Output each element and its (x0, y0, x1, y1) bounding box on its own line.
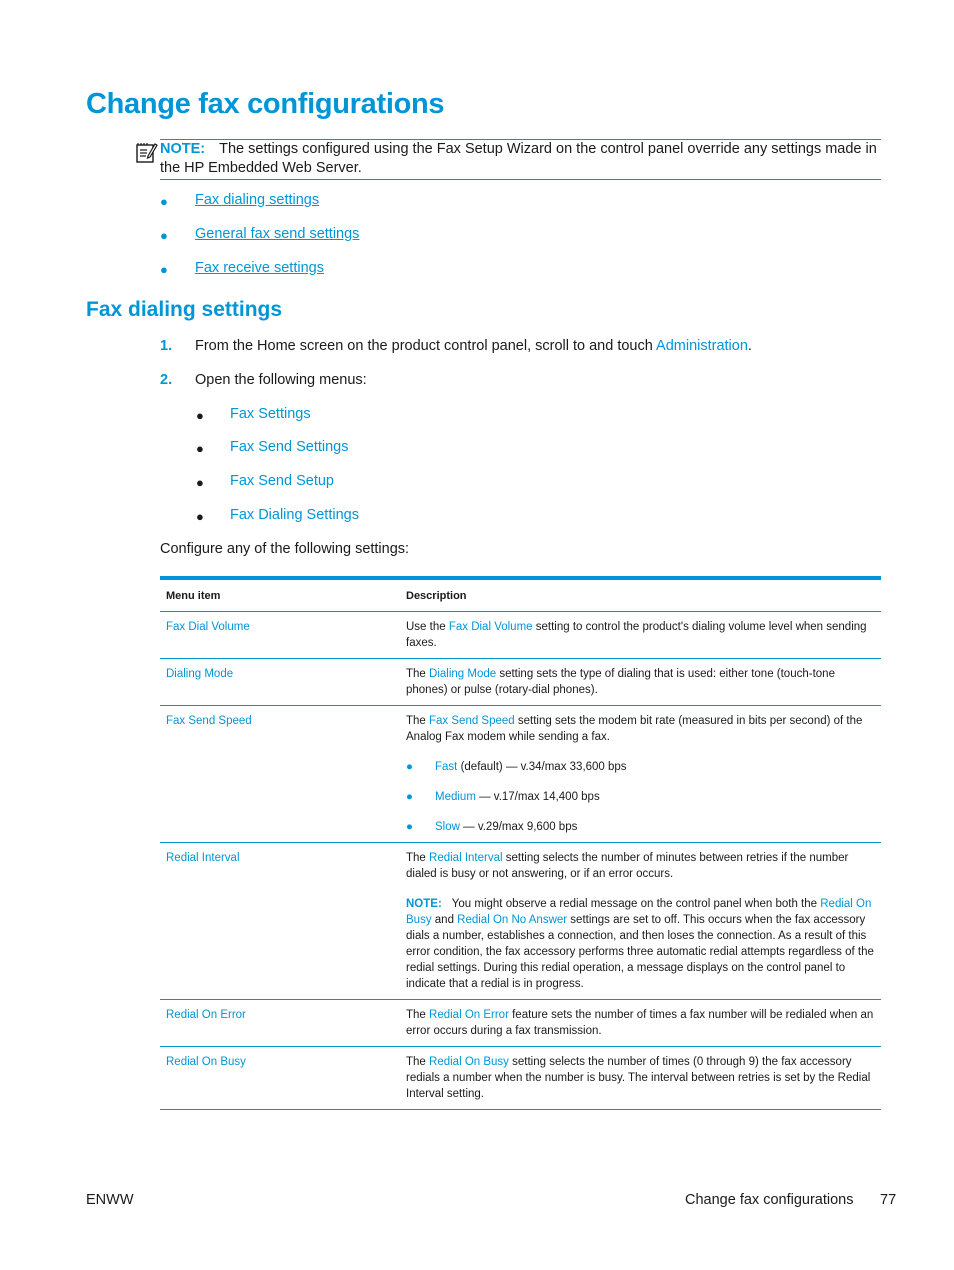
menu-item-cell[interactable]: Dialing Mode (160, 659, 400, 706)
bullet-icon: ● (406, 791, 413, 803)
table-row (160, 659, 881, 706)
menu-item-cell[interactable]: Redial On Busy (160, 1047, 400, 1110)
inline-link[interactable]: Redial On Busy (429, 1056, 509, 1068)
table-note (406, 896, 875, 992)
link-text[interactable]: Fax dialing settings (195, 192, 320, 208)
note (160, 140, 881, 178)
description-cell (400, 706, 881, 843)
table-row (160, 706, 881, 843)
list-item (406, 819, 875, 835)
inline-link[interactable]: Redial Interval (429, 852, 503, 864)
description-text: The (406, 668, 430, 680)
topic-link-dialing[interactable] (195, 192, 319, 208)
inline-link[interactable]: Fax Send Speed (429, 715, 515, 727)
inline-link[interactable]: Redial On No Answer (457, 914, 568, 926)
list-item (406, 759, 875, 775)
speed-options-list (406, 759, 875, 835)
table-row (160, 1000, 881, 1047)
description-cell (400, 612, 881, 659)
bullet-icon: ● (196, 475, 204, 490)
menu-fax-send-settings[interactable]: Fax Send Settings (230, 439, 349, 455)
description-cell (400, 659, 881, 706)
description-cell (400, 1000, 881, 1047)
table-row (160, 1047, 881, 1110)
description-cell (400, 843, 881, 1000)
description-cell (400, 1047, 881, 1110)
footer-section: Change fax configurations (685, 1192, 854, 1208)
note-text: and (431, 914, 458, 926)
page-number: 77 (880, 1192, 897, 1208)
settings-table (160, 576, 881, 1110)
inline-link[interactable]: Dialing Mode (429, 668, 497, 680)
option-text: — v.17/max 14,400 bps (475, 791, 600, 803)
menu-item-cell[interactable]: Redial On Error (160, 1000, 400, 1047)
list-item (406, 789, 875, 805)
table-row (160, 843, 881, 1000)
link-text[interactable]: General fax send settings (195, 226, 360, 242)
step-number: 1. (160, 338, 173, 354)
description-text: setting selects the number of times (0 through 9) the fax accessory redials a number when the number is busy. The interval between retries is set by the Redial Interval setting. (406, 1056, 871, 1100)
step-2: Open the following menus: (195, 372, 367, 388)
menu-item-cell[interactable]: Fax Send Speed (160, 706, 400, 843)
step-1 (195, 338, 752, 354)
step-text: . (747, 338, 752, 354)
description-text: setting sets the type of dialing that is used: either tone (touch-tone phones) or pulse (rotary-dial phones). (406, 668, 835, 696)
table-header-row (160, 578, 881, 612)
description-text: feature sets the number of times a fax number will be redialed when an error occurs during a fax transmission. (406, 1009, 874, 1037)
menu-fax-dialing-settings[interactable]: Fax Dialing Settings (230, 507, 359, 523)
description-text: The (406, 715, 430, 727)
column-header: Menu item (160, 578, 400, 612)
bullet-icon: ● (160, 228, 168, 243)
option-link[interactable]: Fast (435, 761, 458, 773)
configure-text: Configure any of the following settings: (160, 541, 410, 557)
column-header: Description (400, 578, 881, 612)
bullet-icon: ● (406, 821, 413, 833)
bullet-icon: ● (160, 194, 168, 209)
option-text: (default) — v.34/max 33,600 bps (457, 761, 627, 773)
page-title: Change fax configurations (86, 88, 445, 120)
option-text: — v.29/max 9,600 bps (459, 821, 578, 833)
bullet-icon: ● (196, 408, 204, 423)
note-label: NOTE: (160, 141, 206, 157)
description-text: Use the (406, 621, 449, 633)
bullet-icon: ● (406, 761, 413, 773)
menu-fax-settings[interactable]: Fax Settings (230, 406, 311, 422)
footer-left: ENWW (86, 1192, 134, 1208)
topic-link-receive[interactable] (195, 260, 324, 276)
description-text: setting sets the modem bit rate (measured in bits per second) of the Analog Fax modem while sending a fax. (406, 715, 863, 743)
menu-item-cell[interactable]: Redial Interval (160, 843, 400, 1000)
description-text: The (406, 1056, 430, 1068)
note-text: The settings configured using the Fax Setup Wizard on the control panel override any settings made in the HP Embedded Web Server. (160, 141, 877, 176)
administration-link[interactable]: Administration (656, 338, 748, 354)
option-link[interactable]: Medium (435, 791, 476, 803)
note-text: You might observe a redial message on the control panel when both the (451, 898, 821, 910)
topic-link-send[interactable] (195, 226, 359, 242)
menu-item-cell[interactable]: Fax Dial Volume (160, 612, 400, 659)
step-text: From the Home screen on the product control panel, scroll to and touch (195, 338, 657, 354)
description-text: setting to control the product's dialing volume level when sending faxes. (406, 621, 867, 649)
description-text: The (406, 852, 430, 864)
note-icon (134, 140, 158, 164)
note-text: settings are set to off. This occurs when the fax accessory dials a number, establishes a connection, and then loses the connection. As a result of this error condition, the fax accessory performs three automatic redial attempts regardless of the redial settings. During this redial operation, a message displays on the control panel to indicate that a redial is in progress. (406, 914, 874, 990)
bullet-icon: ● (160, 262, 168, 277)
link-text[interactable]: Fax receive settings (195, 260, 324, 276)
menu-fax-send-setup[interactable]: Fax Send Setup (230, 473, 334, 489)
step-number: 2. (160, 372, 173, 388)
inline-link[interactable]: Fax Dial Volume (448, 621, 533, 633)
option-link[interactable]: Slow (435, 821, 460, 833)
description-text: The (406, 1009, 430, 1021)
bullet-icon: ● (196, 441, 204, 456)
table-row (160, 612, 881, 659)
inline-link[interactable]: Redial On Busy (406, 898, 872, 926)
inline-link[interactable]: Redial On Error (429, 1009, 509, 1021)
description-text: setting selects the number of minutes between retries if the number dialed is busy or not answering, or if an error occurs. (406, 852, 849, 880)
bullet-icon: ● (196, 509, 204, 524)
note-label: NOTE: (406, 898, 442, 910)
section-heading: Fax dialing settings (86, 298, 283, 321)
